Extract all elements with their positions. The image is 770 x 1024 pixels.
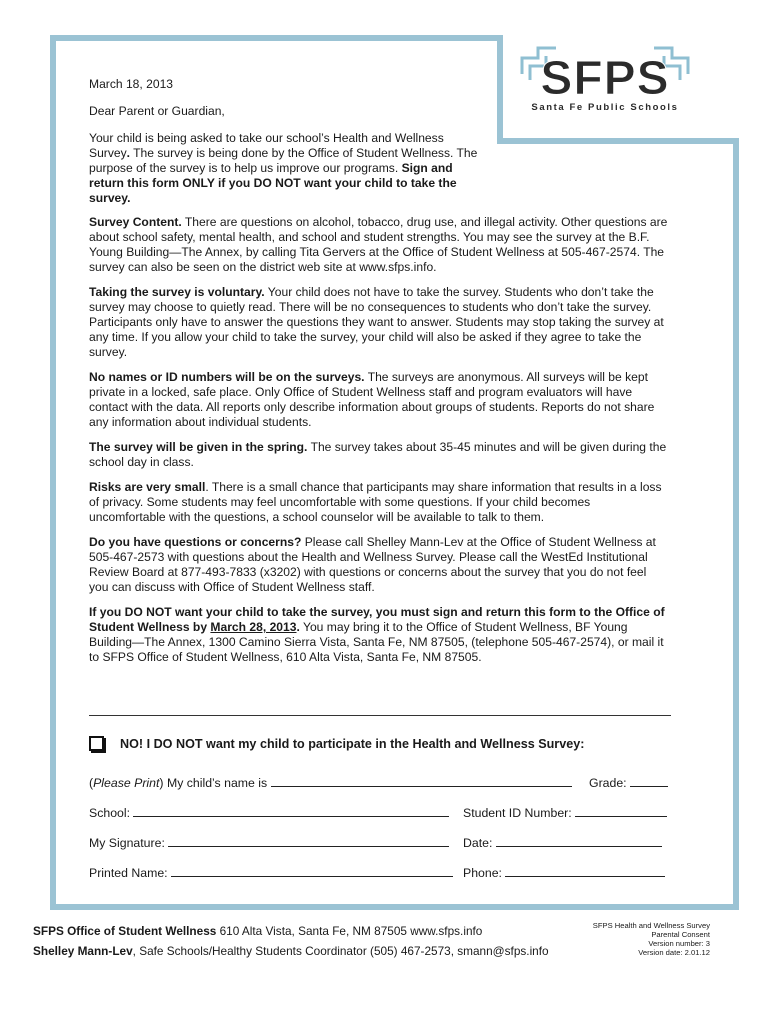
printed-name-input[interactable] xyxy=(171,864,453,877)
footer-version-info xyxy=(580,921,710,957)
logo-letters: SFPS xyxy=(540,52,670,105)
return-instructions-paragraph: If you DO NOT want your child to take the survey, you must sign and return this form to the Office of Student Wellness by March 28, 2013. You may bring it to the Office of Student Wellness, BF Young Building—The Annex, 1300 Camino Sierra Vista, Santa Fe, NM 87505, (telephone 505-467-2574), or mail it to SFPS Office of Student Wellness, 610 Alta Vista, Santa Fe, NM 87505. xyxy=(89,605,665,664)
grade-field: Grade: xyxy=(589,774,668,790)
phone-field: Phone: xyxy=(463,864,665,880)
footer-coordinator-line: Shelley Mann-Lev, Safe Schools/Healthy Students Coordinator (505) 467-2573, smann@sfps.info xyxy=(33,944,549,958)
questions-paragraph: Do you have questions or concerns? Please call Shelley Mann-Lev at the Office of Student Wellness at 505-467-2573 with questions about the Health and Wellness Survey. Please call the WestEd Institutional Review Board at 877-493-7833 (x3202) with questions or concerns about the survey that you do not feel you can discuss with Office of Student Wellness staff. xyxy=(89,535,656,594)
footer-office-line: SFPS Office of Student Wellness 610 Alta Vista, Santa Fe, NM 87505 www.sfps.info xyxy=(33,924,483,938)
doc-subtitle: Parental Consent xyxy=(651,930,710,939)
optout-checkbox[interactable] xyxy=(89,736,104,751)
phone-input[interactable] xyxy=(505,864,665,877)
student-id-field: Student ID Number: xyxy=(463,804,667,820)
letter-date: March 18, 2013 xyxy=(89,77,174,91)
section-divider xyxy=(89,715,671,716)
anonymity-paragraph: No names or ID numbers will be on the surveys. The surveys are anonymous. All surveys will be kept private in a locked, safe place. Only Office of Student Wellness staff and program evaluators will have contact with the data. All reports only describe information about groups of students. Reports do not share any information about individual students. xyxy=(89,370,655,429)
childs-name-field: (Please Print) My child’s name is xyxy=(89,774,572,790)
student-id-input[interactable] xyxy=(575,804,667,817)
school-input[interactable] xyxy=(133,804,449,817)
childs-name-input[interactable] xyxy=(271,774,572,787)
version-date: Version date: 2.01.12 xyxy=(638,948,710,957)
doc-title: SFPS Health and Wellness Survey xyxy=(592,921,710,930)
optout-label: NO! I DO NOT want my child to participate in the Health and Wellness Survey: xyxy=(120,736,585,751)
intro-paragraph: Your child is being asked to take our school’s Health and Wellness Survey. The survey is being done by the Office of Student Wellness. The purpose of the survey is to help us improve our programs. Sign and return this form ONLY if you DO NOT want your child to take the survey. xyxy=(89,131,478,205)
version-number: Version number: 3 xyxy=(648,939,710,948)
letter-body xyxy=(89,77,669,675)
optout-row xyxy=(89,736,584,751)
please-print-label: Please Print xyxy=(93,776,160,790)
school-field: School: xyxy=(89,804,449,820)
logo-tagline: Santa Fe Public Schools xyxy=(531,102,679,113)
signature-input[interactable] xyxy=(168,834,449,847)
letter-salutation: Dear Parent or Guardian, xyxy=(89,104,225,118)
grade-input[interactable] xyxy=(630,774,668,787)
risks-paragraph: Risks are very small. There is a small chance that participants may share information that results in a loss of privacy. Some students may feel uncomfortable with some questions. If your child becomes uncomfortable with the questions, a school counselor will be available to talk to them. xyxy=(89,480,662,524)
voluntary-paragraph: Taking the survey is voluntary. Your child does not have to take the survey. Students who don’t take the survey may choose to quietly read. There will be no consequences to students who don’t take the survey. Participants only have to answer the questions they want to answer. Students may stop taking the survey at any time. If you allow your child to take the survey, your child will also be asked if they agree to take the survey. xyxy=(89,285,664,359)
date-input[interactable] xyxy=(496,834,662,847)
deadline-date: March 28, 2013 xyxy=(210,620,297,634)
footer-contact xyxy=(33,921,549,961)
signature-field: My Signature: xyxy=(89,834,449,850)
printed-name-field: Printed Name: xyxy=(89,864,453,880)
timing-paragraph: The survey will be given in the spring. The survey takes about 35-45 minutes and will be given during the school day in class. xyxy=(89,440,667,469)
date-field: Date: xyxy=(463,834,662,850)
survey-content-paragraph: Survey Content. There are questions on alcohol, tobacco, drug use, and illegal activity. Other questions are about school safety, mental health, and school and student strengths. You may see the survey at the B.F. Young Building—The Annex, by calling Tita Gervers at the Office of Student Wellness at 505-467-2574. The survey can also be seen on the district web site at www.sfps.info. xyxy=(89,215,668,274)
